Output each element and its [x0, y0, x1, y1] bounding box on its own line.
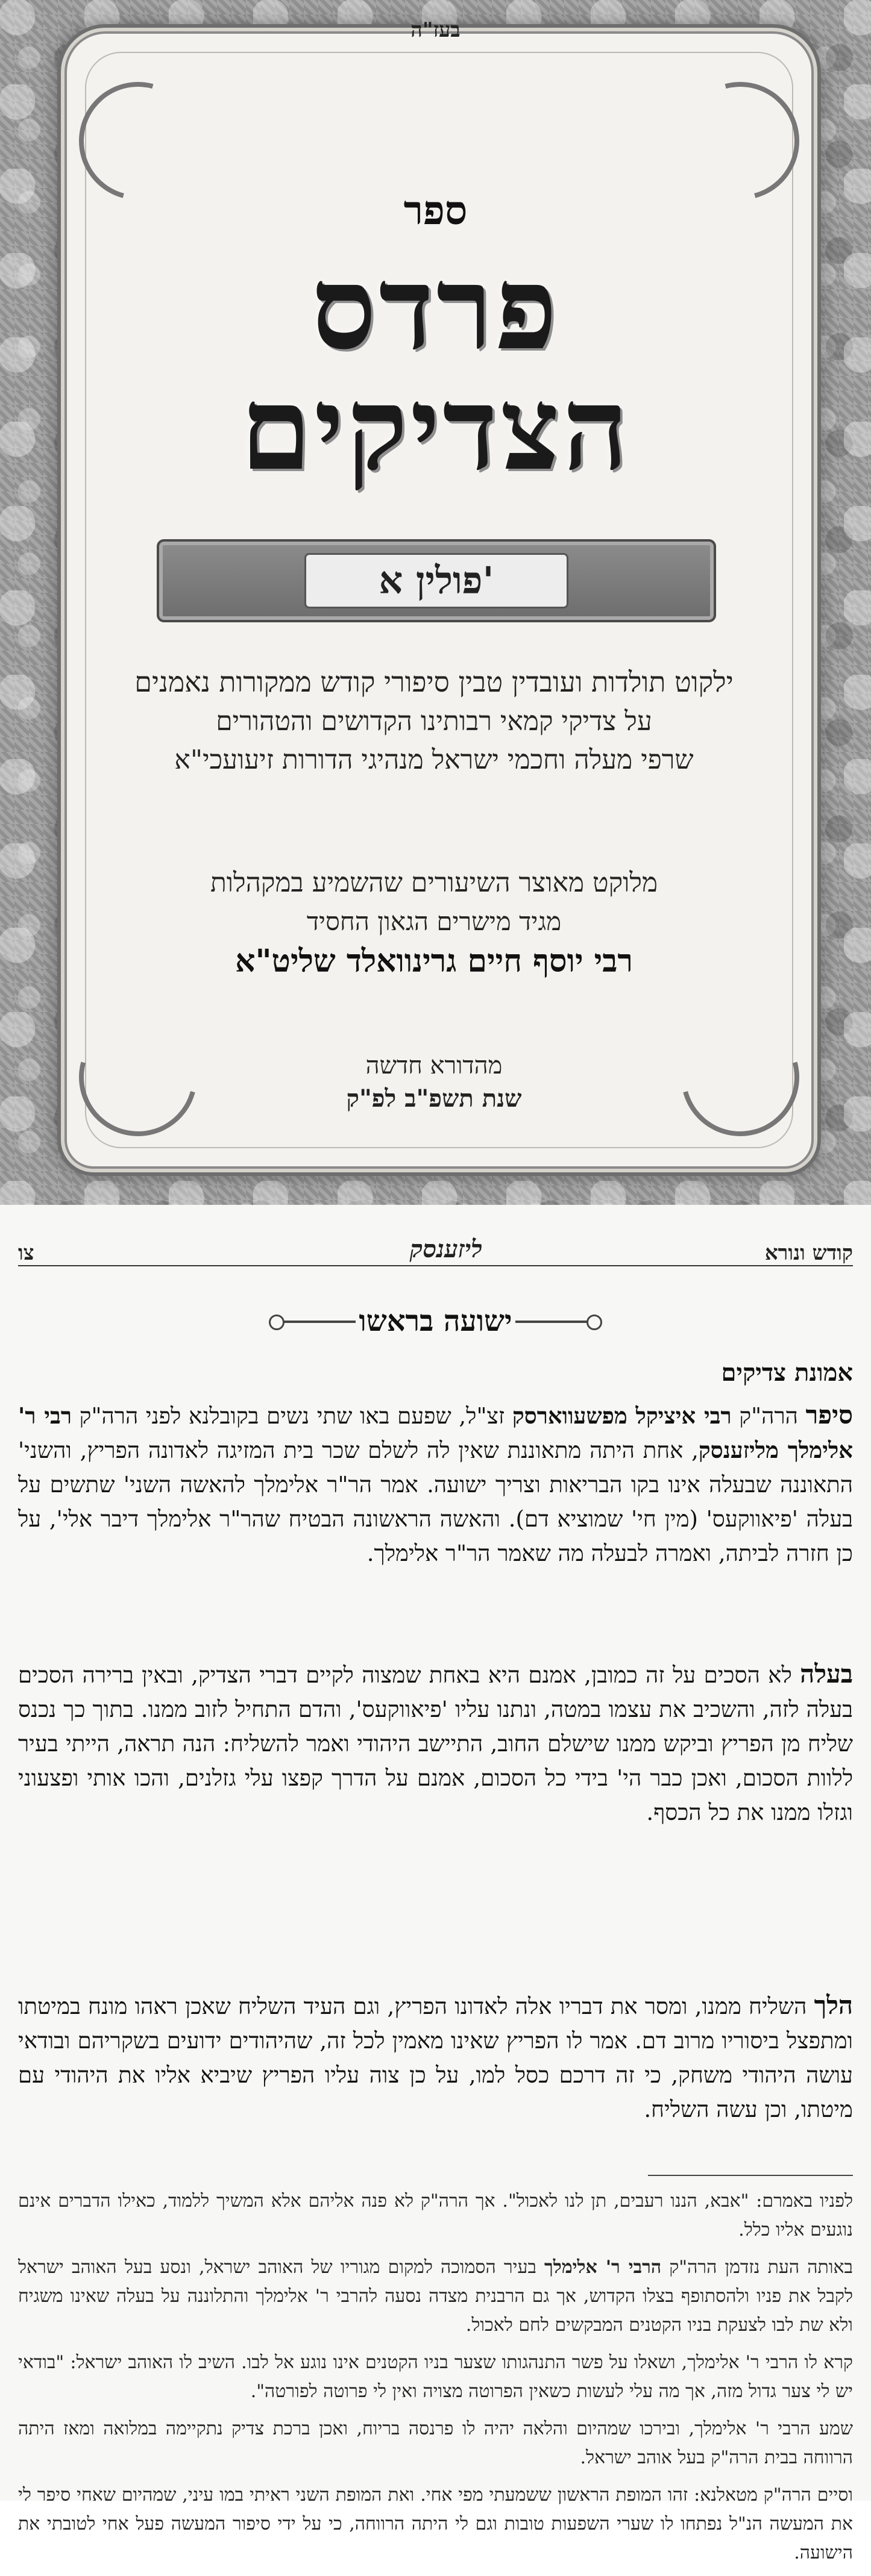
compiled-by-title: מגיד מישרים הגאון החסיד [306, 907, 562, 936]
paragraph [18, 1988, 853, 2127]
compiled-from: מלוקט מאוצר השיעורים שהשמיע במקהלות [210, 868, 658, 898]
paragraph-lead-word: בעלה [800, 1659, 853, 1689]
footnote [18, 2253, 853, 2340]
story-title: ישועה בראשו [359, 1304, 512, 1338]
paragraph-lead-word: סיפר [805, 1400, 853, 1430]
running-header [18, 1235, 853, 1277]
sefer-label: ספר [403, 187, 468, 234]
paragraph-text: הרה"ק [731, 1403, 806, 1429]
paragraph-lead-word: הלך [814, 1990, 853, 2020]
rabbi-name: הרבי ר' אלימלך [544, 2257, 662, 2278]
footnote-text: בעיר הסמוכה למקום מגוריו של האוהב ישראל, ונסע בעל האוהב ישראל לקבל את פניו ולהסתופף בצלו הקדוש, אך גם הרבנית מצדה נסעה להרבי ר' אלימלך והתלוננה על בעלה שאינו משגיח ולא שת לבו לצעקת בניו הקטנים המבקשים לחם לאכול. [18, 2257, 853, 2336]
subheading: אמונת צדיקים [721, 1358, 853, 1387]
rabbi-name: רבי איציקל מפשעווארסק [512, 1402, 732, 1429]
description-line: שרפי מעלה וחכמי ישראל מנהיגי הדורות זיעועכי"א [174, 745, 694, 775]
volume-label: פולין א' [304, 553, 568, 608]
description-line: ילקוט תולדות ועובדין טבין סיפורי קודש ממקורות נאמנים [134, 666, 734, 698]
author-name: רבי יוסף חיים גרינוואלד שליט"א [235, 943, 633, 980]
footnote: וסיים הרה"ק מטאלנא: זהו המופת הראשון ששמעתי מפי אחי. ואת המופת השני ראיתי במו עיני, שמהיום שאחי סיפר לי את המעשה הנ"ל נפתחו לו שערי השפעות טובות וגם לי היתה הרווחה, כי על ידי סיפור המעשה פעל אחי לטובתי את הישועה. [18, 2484, 853, 2563]
book-section-name: קודש ונורא [764, 1241, 853, 1265]
footnote-rule [648, 2175, 853, 2176]
book-title-line2: הצדיקים [240, 361, 631, 496]
paragraph [18, 1657, 853, 1830]
description-line: על צדיקי קמאי רבותינו הקדושים והטהורים [216, 706, 652, 737]
header-rule [18, 1265, 853, 1266]
edition-year: שנת תשפ"ב לפ"ק [346, 1084, 522, 1113]
footnote: קרא לו הרבי ר' אלימלך, ושאלו על פשר התנהגותו שצער בניו הקטנים אינו נוגע אל לבו. השיב לו האוהב ישראל: "בודאי יש לי צער גדול מזה, אך מה עלי לעשות כשאין הפרוטה מצויה ואין לי פרוטה לפורטה". [18, 2352, 853, 2402]
footnote: שמע הרבי ר' אלימלך, ובירכו שמהיום והלאה יהיה לו פרנסה בריוח, ואכן ברכת צדיק נתקיימה במלואה ומאז היתה הרווחה בבית הרה"ק בעל אוהב ישראל. [18, 2418, 853, 2468]
footnote-text: באותה העת נזדמן הרה"ק [661, 2257, 853, 2278]
title-page [0, 0, 871, 1205]
top-mark: בעז"ה [410, 18, 461, 42]
footnotes [18, 2187, 853, 2576]
footnote: לפניו באמרם: "אבא, הננו רעבים, תן לנו לאכול". אך הרה"ק לא פנה אליהם אלא המשיך ללמוד, כאילו הדברים אינם נוגעים אליו כלל. [18, 2190, 853, 2240]
rabbi-name: רבי ר' אלימלך מליזענסק [18, 1402, 854, 1463]
edition: מהדורא חדשה [365, 1052, 503, 1080]
paragraph-text: , אחת היתה מתאוננת שאין לה לשלם שכר בית המזיגה לאדונה הפריץ, והשני' התאוננה שבעלה אינו בקו הבריאות וצריך ישועה. אמר הר"ר אלימלך להאשה השני' שתשים על בעלה 'פיאווקעס' (מין חי' שמוציא דם). והאשה הראשונה הבטיח שהר"ר אלימלך דיבר אלי', על כן חזרה לביתה, ואמרה לבעלה מה שאמר הר"ר אלימלך. [18, 1437, 853, 1566]
text-page [0, 1205, 871, 2563]
book-title-line1: פרדס [311, 241, 560, 375]
page-number: צו [18, 1241, 34, 1265]
volume-banner [157, 539, 716, 622]
chapter-name: ליזענסק [409, 1235, 483, 1263]
paragraph-text: זצ"ל, שפעם באו שתי נשים בקובלנא לפני הרה"ק [72, 1403, 512, 1429]
paragraph-text: לא הסכים על זה כמובן, אמנם היא באחת שמצוה לקיים דברי הצדיק, ובאין ברירה הסכים בעלה לזה, והשכיב את עצמו במטה, ונתנו עליו 'פיאווקעס', והדם התחיל לזוב ממנו. בתוך כך נכנס שליח מן הפריץ וביקש ממנו שישלם החוב, התיישב היהודי ואמר להשליח: הנה תראה, הייתי בעיר ללוות הסכום, ואכן כבר הי' בידי כל הסכום, אמנם על הדרך קפצו עלי גזלנים, והכו אותי ופצעוני וגזלו ממנו את כל הכסף. [18, 1662, 853, 1825]
paragraph-text: השליח ממנו, ומסר את דבריו אלה לאדונו הפריץ, וגם העיד השליח שאכן ראהו מונח במיטתו ומתפצל ביסוריו מרוב דם. אמר לו הפריץ שאינו מאמין לכל זה, שהיהודים ידועים בשקריהם ובודאי עושה היהודי משחק, כי זה דרכם כסל למו, על כן צוה עליו הפריץ שיביא אליו את היהודי עם מיטתו, וכן עשה השליח. [18, 1993, 853, 2122]
title-ornament [515, 1321, 588, 1323]
paragraph [18, 1398, 853, 1571]
